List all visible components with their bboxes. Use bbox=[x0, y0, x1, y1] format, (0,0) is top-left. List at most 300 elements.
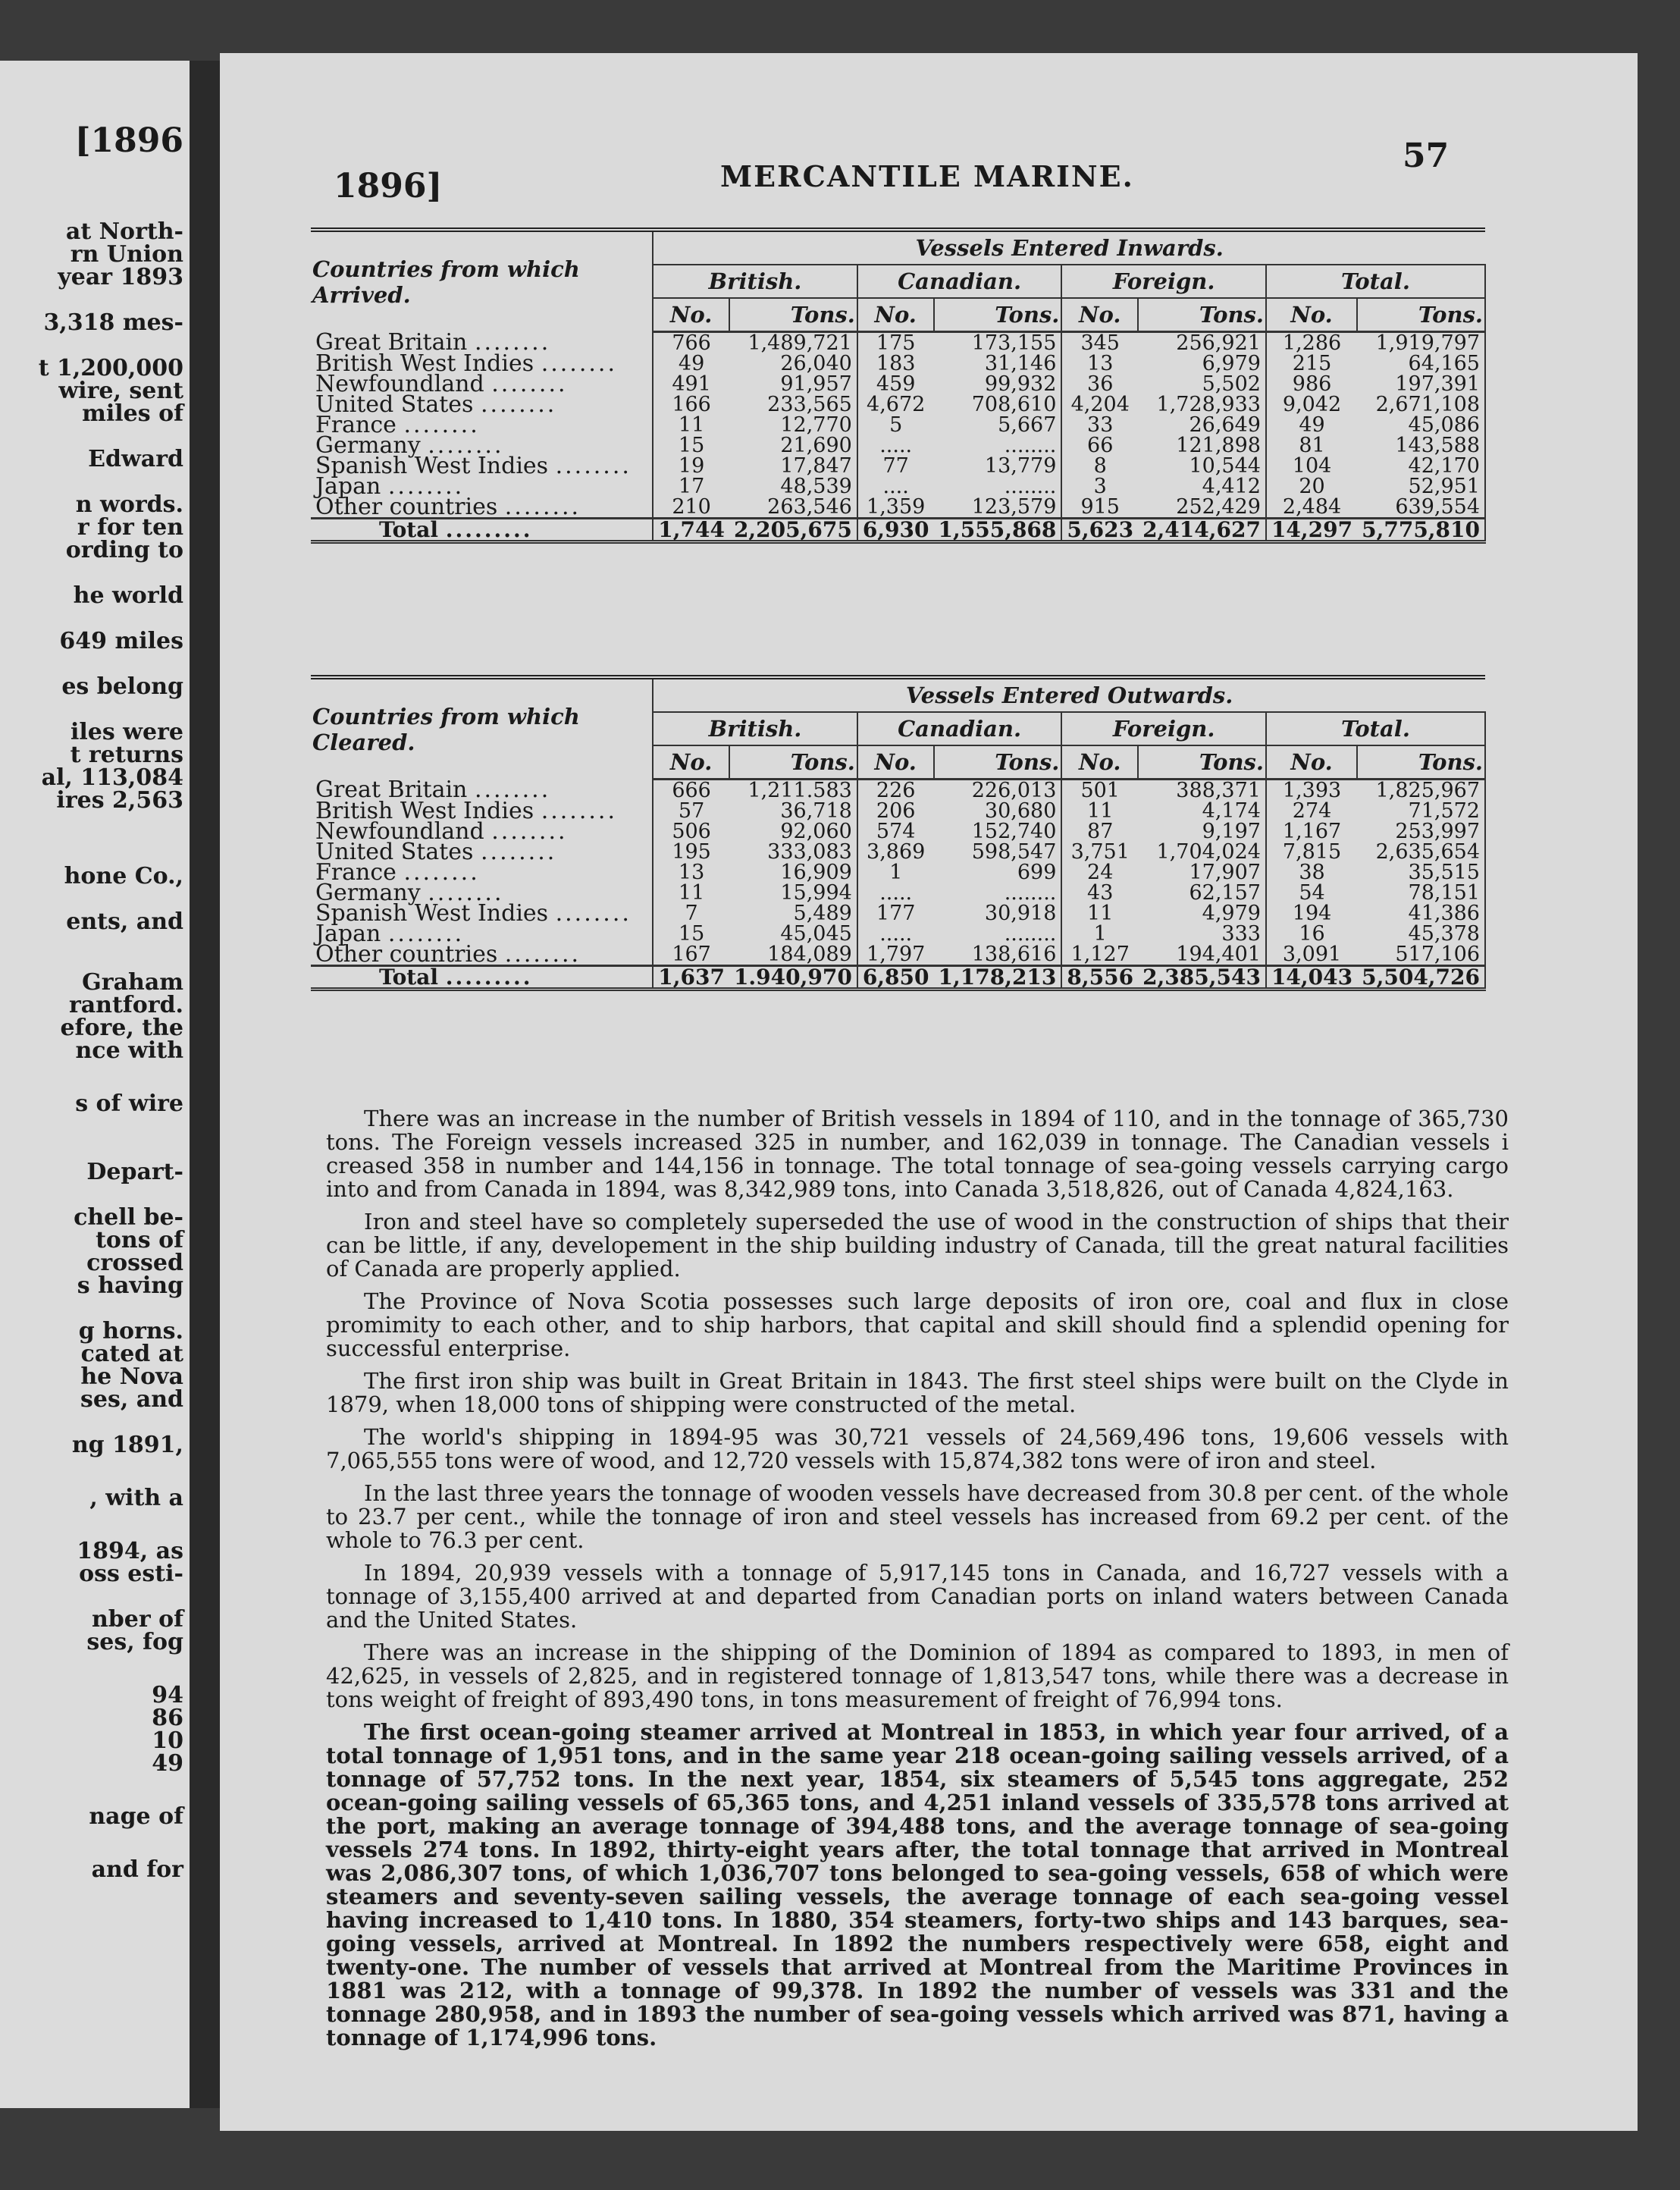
leader-dots: ........ bbox=[481, 839, 557, 865]
facing-page bbox=[0, 61, 190, 2108]
value-cell: 16 bbox=[1299, 922, 1325, 946]
country-cell bbox=[311, 494, 653, 520]
value-cell: 3,869 bbox=[867, 840, 926, 864]
leader-dots: ........ bbox=[403, 412, 480, 438]
table-row bbox=[311, 842, 1485, 862]
value-cell: 1,286 bbox=[1282, 331, 1342, 355]
value-cell: 52,951 bbox=[1357, 476, 1485, 497]
no-subheader: No. bbox=[653, 745, 729, 780]
total-value-cell: 2,414,627 bbox=[1138, 519, 1266, 542]
value-cell: 26,040 bbox=[729, 353, 857, 374]
facing-page-text-fragment: r for ten bbox=[77, 514, 183, 541]
paragraph: Iron and steel have so completely superseded the use of wood in the construction of ships that their can be little, if any, developement in the ship building industry of Canada, till the great natural facilities of Canada are properly applied. bbox=[326, 1209, 1509, 1282]
facing-page-text-fragment: he Nova bbox=[80, 1363, 183, 1390]
total-value-cell: 8,556 bbox=[1061, 966, 1138, 990]
value-cell: 17,847 bbox=[729, 456, 857, 476]
value-cell: 11 bbox=[678, 881, 705, 905]
value-cell: 167 bbox=[672, 943, 711, 966]
country-name: France bbox=[315, 412, 396, 438]
value-cell: ........ bbox=[934, 476, 1062, 497]
paragraph: There was an increase in the number of British vessels in 1894 of 110, and in the tonnage of 365,730 tons. The Foreign vessels increased 325 in number, and 162,039 in tonnage. The Canadian vessels i creased 358 in number and 144,156 in tonnage. The total tonnage of sea-going vessels carrying cargo into and from Canada in 1894, was 8,342,989 tons, into Canada 3,518,826, out of Canada 4,824,163. bbox=[326, 1106, 1509, 1202]
value-cell: 1,825,967 bbox=[1357, 780, 1485, 802]
facing-page-text-fragment: s of wire bbox=[75, 1090, 183, 1117]
value-cell: 16,909 bbox=[729, 862, 857, 883]
value-cell: 459 bbox=[876, 372, 916, 396]
facing-page-text-fragment: g horns. bbox=[78, 1318, 183, 1344]
facing-page-text-fragment: tons of bbox=[96, 1227, 183, 1253]
no-subheader: No. bbox=[1266, 298, 1357, 332]
value-cell: 639,554 bbox=[1357, 497, 1485, 519]
value-cell: 501 bbox=[1080, 779, 1120, 802]
leader-dots: ........ bbox=[491, 371, 568, 397]
facing-page-text-fragment: 1894, as bbox=[77, 1538, 183, 1564]
value-cell: 6,979 bbox=[1138, 353, 1266, 374]
no-subheader: No. bbox=[653, 298, 729, 332]
value-cell: 3,751 bbox=[1070, 840, 1130, 864]
value-cell: 388,371 bbox=[1138, 780, 1266, 802]
facing-page-text-fragment: t 1,200,000 bbox=[38, 355, 183, 381]
total-value-cell: 5,623 bbox=[1061, 519, 1138, 542]
value-cell: ........ bbox=[934, 924, 1062, 944]
value-cell: 138,616 bbox=[934, 944, 1062, 966]
value-cell: 766 bbox=[672, 331, 711, 355]
value-cell: 1,211.583 bbox=[729, 780, 857, 802]
value-cell: 11 bbox=[1087, 902, 1114, 925]
total-value-cell: 1,637 bbox=[653, 966, 729, 990]
value-cell: 1,797 bbox=[867, 943, 926, 966]
leader-dots: ........ bbox=[541, 798, 617, 824]
leader-dots: ........ bbox=[541, 350, 617, 377]
value-cell: 215 bbox=[1292, 352, 1332, 375]
country-name: Germany bbox=[315, 432, 421, 459]
value-cell: 31,146 bbox=[934, 353, 1062, 374]
value-cell: 184,089 bbox=[729, 944, 857, 966]
table-row bbox=[311, 497, 1485, 519]
value-cell: ..... bbox=[879, 881, 913, 905]
value-cell: 54 bbox=[1299, 881, 1325, 905]
country-name: United States bbox=[315, 839, 474, 865]
facing-page-text-fragment: and for bbox=[91, 1856, 183, 1883]
leader-dots: ........ bbox=[504, 941, 581, 968]
value-cell: 1,919,797 bbox=[1357, 332, 1485, 354]
leader-dots: ........ bbox=[387, 921, 465, 947]
no-subheader: No. bbox=[857, 745, 934, 780]
facing-page-text-fragment: Graham bbox=[82, 969, 183, 996]
value-cell: 1,359 bbox=[867, 495, 926, 519]
leader-dots: ........ bbox=[481, 391, 557, 418]
tons-subheader: Tons. bbox=[934, 298, 1062, 332]
book-page bbox=[220, 53, 1638, 2131]
value-cell: ........ bbox=[934, 435, 1062, 456]
value-cell: 206 bbox=[876, 799, 916, 823]
leader-dots: ........ bbox=[403, 859, 480, 886]
leader-dots: ........ bbox=[491, 818, 568, 845]
facing-page-text-fragment: [1896 bbox=[74, 121, 183, 160]
value-cell: 5 bbox=[889, 413, 903, 437]
inwards-table bbox=[311, 227, 1486, 544]
value-cell: 12,770 bbox=[729, 415, 857, 435]
country-name: Great Britain bbox=[315, 777, 468, 804]
facing-page-text-fragment: efore, the bbox=[60, 1015, 183, 1041]
value-cell: 226,013 bbox=[934, 780, 1062, 802]
facing-page-text-fragment: iles were bbox=[70, 719, 183, 745]
value-cell: 699 bbox=[934, 862, 1062, 883]
paragraph: In 1894, 20,939 vessels with a tonnage of 5,917,145 tons in Canada, and 16,727 vessels with a tonnage of 3,155,400 arrived at and departed from Canadian ports on inland waters between Canada and the United States. bbox=[326, 1560, 1509, 1633]
value-cell: 173,155 bbox=[934, 332, 1062, 354]
value-cell: 66 bbox=[1087, 434, 1114, 457]
value-cell: 195 bbox=[672, 840, 711, 864]
group-header: Total. bbox=[1266, 265, 1485, 298]
value-cell: 123,579 bbox=[934, 497, 1062, 519]
value-cell: 8 bbox=[1093, 454, 1107, 478]
value-cell: 183 bbox=[876, 352, 916, 375]
leader-dots: ........ bbox=[555, 900, 632, 927]
no-subheader: No. bbox=[1266, 745, 1357, 780]
value-cell: 42,170 bbox=[1357, 456, 1485, 476]
value-cell: 45,045 bbox=[729, 924, 857, 944]
value-cell: 19 bbox=[678, 454, 705, 478]
facing-page-text-fragment: nce with bbox=[75, 1037, 183, 1064]
facing-page-text-fragment: t returns bbox=[70, 742, 183, 768]
value-cell: 5,667 bbox=[934, 415, 1062, 435]
value-cell: 20 bbox=[1299, 475, 1325, 498]
value-cell: 5,502 bbox=[1138, 374, 1266, 394]
value-cell: 104 bbox=[1292, 454, 1332, 478]
value-cell: 26,649 bbox=[1138, 415, 1266, 435]
country-name: Other countries bbox=[315, 941, 498, 968]
value-cell: 233,565 bbox=[729, 394, 857, 415]
country-name: France bbox=[315, 859, 396, 886]
tons-subheader: Tons. bbox=[934, 745, 1062, 780]
value-cell: 256,921 bbox=[1138, 332, 1266, 354]
table-row bbox=[311, 944, 1485, 966]
value-cell: .... bbox=[882, 475, 909, 498]
value-cell: 1 bbox=[889, 861, 903, 884]
facing-page-text-fragment: al, 113,084 bbox=[41, 764, 183, 791]
value-cell: 143,588 bbox=[1357, 435, 1485, 456]
country-name: Newfoundland bbox=[315, 818, 484, 845]
no-subheader: No. bbox=[1061, 298, 1138, 332]
value-cell: 13,779 bbox=[934, 456, 1062, 476]
value-cell: 13 bbox=[1087, 352, 1114, 375]
value-cell: 2,635,654 bbox=[1357, 842, 1485, 862]
facing-page-text-fragment: year 1893 bbox=[58, 264, 183, 290]
value-cell: 152,740 bbox=[934, 821, 1062, 842]
facing-page-text-fragment: nber of bbox=[91, 1606, 183, 1633]
facing-page-text-fragment: rn Union bbox=[70, 241, 183, 268]
leader-dots: ......... bbox=[445, 517, 533, 542]
value-cell: 7 bbox=[685, 902, 698, 925]
leader-dots: ........ bbox=[555, 453, 632, 479]
value-cell: 166 bbox=[672, 393, 711, 416]
outwards-table bbox=[311, 675, 1486, 991]
value-cell: 91,957 bbox=[729, 374, 857, 394]
total-value-cell: 6,850 bbox=[857, 966, 934, 990]
total-value-cell: 2,205,675 bbox=[729, 519, 857, 542]
total-value-cell: 14,043 bbox=[1266, 966, 1357, 990]
value-cell: 253,997 bbox=[1357, 821, 1485, 842]
table-row bbox=[311, 903, 1485, 924]
value-cell: 81 bbox=[1299, 434, 1325, 457]
value-cell: 36 bbox=[1087, 372, 1114, 396]
country-name: United States bbox=[315, 391, 474, 418]
value-cell: 3 bbox=[1093, 475, 1107, 498]
value-cell: 33 bbox=[1087, 413, 1114, 437]
country-name: Spanish West Indies bbox=[315, 900, 549, 927]
value-cell: 197,391 bbox=[1357, 374, 1485, 394]
value-cell: 36,718 bbox=[729, 801, 857, 821]
value-cell: 30,918 bbox=[934, 903, 1062, 924]
value-cell: 4,412 bbox=[1138, 476, 1266, 497]
value-cell: 708,610 bbox=[934, 394, 1062, 415]
total-label-text: Total bbox=[379, 965, 439, 990]
value-cell: 3,091 bbox=[1282, 943, 1342, 966]
value-cell: 506 bbox=[672, 820, 711, 843]
value-cell: 1,728,933 bbox=[1138, 394, 1266, 415]
group-header: Canadian. bbox=[857, 265, 1062, 298]
leader-dots: ........ bbox=[387, 473, 465, 500]
tons-subheader: Tons. bbox=[1138, 745, 1266, 780]
no-subheader: No. bbox=[1061, 745, 1138, 780]
leader-dots: ........ bbox=[474, 777, 551, 804]
value-cell: 2,671,108 bbox=[1357, 394, 1485, 415]
total-label-text: Total bbox=[379, 517, 439, 542]
value-cell: 15,994 bbox=[729, 883, 857, 903]
group-header: British. bbox=[653, 712, 857, 745]
facing-page-text-fragment: ires 2,563 bbox=[56, 787, 183, 814]
group-header: British. bbox=[653, 265, 857, 298]
value-cell: 4,204 bbox=[1070, 393, 1130, 416]
facing-page-text-fragment: cated at bbox=[80, 1341, 183, 1367]
facing-page-text-fragment: wire, sent bbox=[58, 378, 183, 404]
value-cell: 5,489 bbox=[729, 903, 857, 924]
total-value-cell: 1.940,970 bbox=[729, 966, 857, 990]
value-cell: 226 bbox=[876, 779, 916, 802]
facing-page-text-fragment: 49 bbox=[152, 1750, 183, 1777]
group-header: Foreign. bbox=[1061, 265, 1266, 298]
value-cell: 274 bbox=[1292, 799, 1332, 823]
value-cell: 1,127 bbox=[1070, 943, 1130, 966]
country-name: British West Indies bbox=[315, 798, 534, 824]
total-value-cell: 6,930 bbox=[857, 519, 934, 542]
value-cell: 4,672 bbox=[867, 393, 926, 416]
total-label bbox=[311, 519, 653, 542]
value-cell: 17,907 bbox=[1138, 862, 1266, 883]
paragraph: The world's shipping in 1894-95 was 30,721 vessels of 24,569,496 tons, 19,606 vessels with 7,065,555 tons were of wood, and 12,720 vessels with 15,874,382 tons were of iron and steel. bbox=[326, 1424, 1509, 1473]
facing-page-text-fragment: Edward bbox=[88, 446, 183, 472]
value-cell: 10,544 bbox=[1138, 456, 1266, 476]
value-cell: 64,165 bbox=[1357, 353, 1485, 374]
facing-page-text-fragment: oss esti- bbox=[79, 1561, 183, 1587]
value-cell: 1,704,024 bbox=[1138, 842, 1266, 862]
value-cell: 45,378 bbox=[1357, 924, 1485, 944]
leader-dots: ........ bbox=[428, 432, 504, 459]
facing-page-text-fragment: , with a bbox=[89, 1485, 183, 1511]
value-cell: 333,083 bbox=[729, 842, 857, 862]
value-cell: 78,151 bbox=[1357, 883, 1485, 903]
total-value-cell: 5,504,726 bbox=[1357, 966, 1485, 990]
value-cell: 87 bbox=[1087, 820, 1114, 843]
value-cell: 517,106 bbox=[1357, 944, 1485, 966]
facing-page-text-fragment: at North- bbox=[65, 218, 183, 245]
value-cell: 49 bbox=[678, 352, 705, 375]
facing-page-text-fragment: 3,318 mes- bbox=[43, 309, 183, 336]
value-cell: 491 bbox=[672, 372, 711, 396]
country-name: Spanish West Indies bbox=[315, 453, 549, 479]
country-name: Other countries bbox=[315, 494, 498, 520]
country-cell bbox=[311, 941, 653, 968]
value-cell: 30,680 bbox=[934, 801, 1062, 821]
value-cell: 210 bbox=[672, 495, 711, 519]
facing-page-text-fragment: chell be- bbox=[74, 1204, 183, 1231]
table-row bbox=[311, 394, 1485, 415]
value-cell: 21,690 bbox=[729, 435, 857, 456]
paragraph: The first ocean-going steamer arrived at Montreal in 1853, in which year four arrived, of a total tonnage of 1,951 tons, and in the same year 218 ocean-going sailing vessels arrived, of a tonnage of 57,752 tons. In the next year, 1854, six steamers of 5,545 tons aggregate, 252 ocean-going sailing vessels of 65,365 tons, and 4,251 inland vessels of 335,578 tons arrived at the port, making an average tonnage of 394,488 tons, and the average tonnage of sea-going vessels 274 tons. In 1892, thirty-eight years after, the total tonnage that arrived in Montreal was 2,086,307 tons, of which 1,036,707 tons belonged to sea-going vessels, 658 of which were steamers and seventy-seven sailing vessels, the average tonnage of each sea-going vessel having increased to 1,410 tons. In 1880, 354 steamers, forty-two ships and 143 barques, sea-going vessels, arrived at Montreal. In 1892 the numbers respectively were 658, eight and twenty-one. The number of vessels that arrived at Montreal from the Maritime Provinces in 1881 was 212, with a tonnage of 99,378. In 1892 the number of vessels was 331 and the tonnage 280,958, and in 1893 the number of sea-going vessels which arrived was 871, having a tonnage of 1,174,996 tons. bbox=[326, 1719, 1509, 2050]
value-cell: 15 bbox=[678, 434, 705, 457]
leader-dots: ........ bbox=[428, 880, 504, 906]
section-title: Vessels Entered Inwards. bbox=[653, 230, 1485, 265]
facing-page-text-fragment: miles of bbox=[82, 400, 183, 427]
facing-page-text-fragment: 649 miles bbox=[59, 628, 183, 654]
value-cell: 17 bbox=[678, 475, 705, 498]
tons-subheader: Tons. bbox=[729, 298, 857, 332]
value-cell: 666 bbox=[672, 779, 711, 802]
value-cell: 4,979 bbox=[1138, 903, 1266, 924]
value-cell: 71,572 bbox=[1357, 801, 1485, 821]
value-cell: 45,086 bbox=[1357, 415, 1485, 435]
value-cell: 345 bbox=[1080, 331, 1120, 355]
facing-page-text-fragment: ents, and bbox=[66, 908, 183, 935]
facing-page-text-fragment: hone Co., bbox=[64, 863, 183, 889]
total-value-cell: 5,775,810 bbox=[1357, 519, 1485, 542]
value-cell: 333 bbox=[1138, 924, 1266, 944]
facing-page-text-fragment: 86 bbox=[152, 1705, 183, 1731]
value-cell: 1 bbox=[1093, 922, 1107, 946]
facing-page-text-fragment: ording to bbox=[65, 537, 183, 563]
group-header: Total. bbox=[1266, 712, 1485, 745]
value-cell: 177 bbox=[876, 902, 916, 925]
facing-page-text-fragment: 10 bbox=[152, 1727, 183, 1754]
leader-dots: ......... bbox=[445, 965, 533, 990]
facing-page-text-fragment: crossed bbox=[86, 1250, 183, 1276]
country-column-header: Countries from which Cleared. bbox=[311, 677, 653, 780]
running-header-title: MERCANTILE MARINE. bbox=[720, 159, 1134, 193]
value-cell: 1,393 bbox=[1282, 779, 1342, 802]
value-cell: 48,539 bbox=[729, 476, 857, 497]
value-cell: 915 bbox=[1080, 495, 1120, 519]
running-header-year: 1896] bbox=[334, 167, 443, 206]
facing-page-text-fragment: es belong bbox=[61, 673, 183, 700]
facing-page-text-fragment: 94 bbox=[152, 1682, 183, 1708]
group-header: Canadian. bbox=[857, 712, 1062, 745]
value-cell: 194 bbox=[1292, 902, 1332, 925]
value-cell: 11 bbox=[678, 413, 705, 437]
tons-subheader: Tons. bbox=[1357, 745, 1485, 780]
total-value-cell: 2,385,543 bbox=[1138, 966, 1266, 990]
value-cell: 15 bbox=[678, 922, 705, 946]
total-label bbox=[311, 966, 653, 990]
value-cell: 43 bbox=[1087, 881, 1114, 905]
country-name: Great Britain bbox=[315, 329, 468, 356]
country-name: Newfoundland bbox=[315, 371, 484, 397]
paragraph: In the last three years the tonnage of wooden vessels have decreased from 30.8 per cent. of the whole to 23.7 per cent., while the tonnage of iron and steel vessels has increased from 69.2 per cent. of the whole to 76.3 per cent. bbox=[326, 1480, 1509, 1553]
value-cell: 35,515 bbox=[1357, 862, 1485, 883]
value-cell: 41,386 bbox=[1357, 903, 1485, 924]
value-cell: 9,042 bbox=[1282, 393, 1342, 416]
value-cell: 252,429 bbox=[1138, 497, 1266, 519]
value-cell: 1,489,721 bbox=[729, 332, 857, 354]
facing-page-text-fragment: ses, and bbox=[80, 1386, 183, 1413]
value-cell: 7,815 bbox=[1282, 840, 1342, 864]
tons-subheader: Tons. bbox=[1357, 298, 1485, 332]
value-cell: 598,547 bbox=[934, 842, 1062, 862]
facing-page-text-fragment: nage of bbox=[89, 1803, 183, 1830]
value-cell: 92,060 bbox=[729, 821, 857, 842]
page-number: 57 bbox=[1403, 136, 1450, 175]
value-cell: 77 bbox=[882, 454, 909, 478]
value-cell: 13 bbox=[678, 861, 705, 884]
total-value-cell: 1,555,868 bbox=[934, 519, 1062, 542]
tons-subheader: Tons. bbox=[1138, 298, 1266, 332]
value-cell: 574 bbox=[876, 820, 916, 843]
paragraph: The first iron ship was built in Great Britain in 1843. The first steel ships were built on the Clyde in 1879, when 18,000 tons of shipping were constructed of the metal. bbox=[326, 1368, 1509, 1417]
country-name: Japan bbox=[315, 921, 381, 947]
country-name: British West Indies bbox=[315, 350, 534, 377]
paragraph: The Province of Nova Scotia possesses such large deposits of iron ore, coal and flux in close promimity to each other, and to ship harbors, that capital and skill should find a splendid opening for successful enterprise. bbox=[326, 1288, 1509, 1361]
facing-page-text-fragment: Depart- bbox=[86, 1159, 183, 1185]
paragraph: There was an increase in the shipping of the Dominion of 1894 as compared to 1893, in men of 42,625, in vessels of 2,825, and in registered tonnage of 1,813,547 tons, while there was a decrease in tons weight of freight of 893,490 tons, in tons measurement of freight of 76,994 tons. bbox=[326, 1639, 1509, 1712]
value-cell: 62,157 bbox=[1138, 883, 1266, 903]
value-cell: 99,932 bbox=[934, 374, 1062, 394]
value-cell: 57 bbox=[678, 799, 705, 823]
value-cell: ........ bbox=[934, 883, 1062, 903]
value-cell: 11 bbox=[1087, 799, 1114, 823]
value-cell: 1,167 bbox=[1282, 820, 1342, 843]
facing-page-text-fragment: n words. bbox=[75, 491, 183, 518]
value-cell: ..... bbox=[879, 922, 913, 946]
total-value-cell: 1,744 bbox=[653, 519, 729, 542]
section-title: Vessels Entered Outwards. bbox=[653, 677, 1485, 712]
value-cell: 121,898 bbox=[1138, 435, 1266, 456]
facing-page-text-fragment: ses, fog bbox=[86, 1629, 183, 1655]
value-cell: 38 bbox=[1299, 861, 1325, 884]
book-gutter bbox=[190, 61, 220, 2108]
tons-subheader: Tons. bbox=[729, 745, 857, 780]
value-cell: 175 bbox=[876, 331, 916, 355]
facing-page-text-fragment: s having bbox=[77, 1272, 183, 1299]
value-cell: 194,401 bbox=[1138, 944, 1266, 966]
value-cell: 49 bbox=[1299, 413, 1325, 437]
total-value-cell: 14,297 bbox=[1266, 519, 1357, 542]
value-cell: 4,174 bbox=[1138, 801, 1266, 821]
value-cell: 24 bbox=[1087, 861, 1114, 884]
total-row bbox=[311, 966, 1485, 990]
total-value-cell: 1,178,213 bbox=[934, 966, 1062, 990]
group-header: Foreign. bbox=[1061, 712, 1266, 745]
facing-page-text-fragment: rantford. bbox=[68, 992, 183, 1018]
country-name: Japan bbox=[315, 473, 381, 500]
value-cell: ..... bbox=[879, 434, 913, 457]
country-name: Germany bbox=[315, 880, 421, 906]
value-cell: 2,484 bbox=[1282, 495, 1342, 519]
facing-page-text-fragment: he world bbox=[73, 582, 183, 609]
no-subheader: No. bbox=[857, 298, 934, 332]
value-cell: 986 bbox=[1292, 372, 1332, 396]
value-cell: 9,197 bbox=[1138, 821, 1266, 842]
country-column-header: Countries from which Arrived. bbox=[311, 230, 653, 332]
body-text bbox=[326, 1107, 1509, 2059]
value-cell: 263,546 bbox=[729, 497, 857, 519]
